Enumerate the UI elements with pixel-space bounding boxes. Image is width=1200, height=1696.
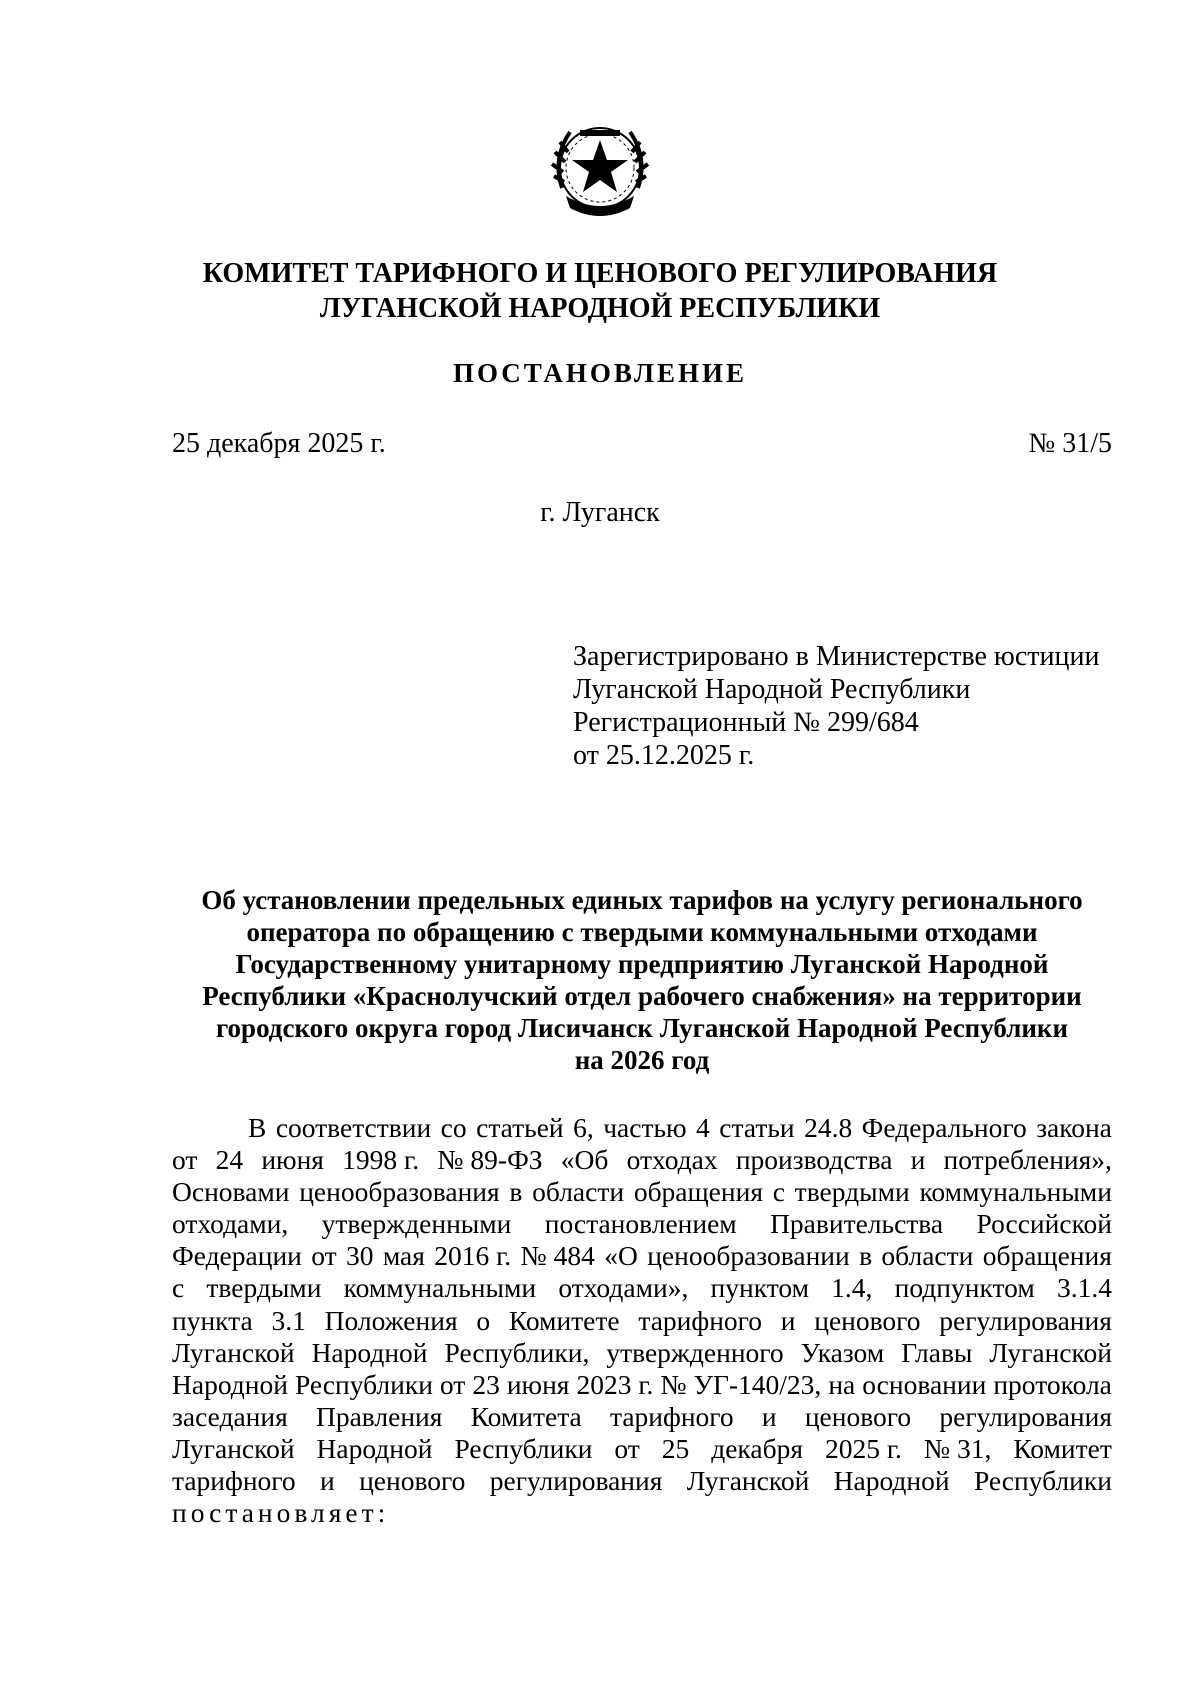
body-word: и <box>320 1465 335 1497</box>
body-word: июня <box>261 1144 324 1176</box>
body-word: Народной <box>172 1368 288 1400</box>
body-word: регулирования <box>489 1465 663 1497</box>
body-word: отходами, <box>172 1208 289 1240</box>
body-word: соответствии <box>275 1112 432 1143</box>
body-word: потребления», <box>943 1144 1112 1176</box>
body-word: о <box>476 1304 491 1336</box>
body-word: № УГ-140/23, <box>660 1368 822 1400</box>
body-word: заседания <box>172 1400 288 1432</box>
body-word: Главы <box>901 1336 973 1368</box>
body-word: 4 <box>696 1112 710 1143</box>
body-word: 24 <box>215 1144 244 1176</box>
body-word: № 484 <box>520 1240 595 1272</box>
body-line <box>172 1433 1112 1465</box>
body-word: Федерации <box>172 1240 302 1272</box>
body-word: области <box>532 1176 625 1208</box>
org-line-2: ЛУГАНСКОЙ НАРОДНОЙ РЕСПУБЛИКИ <box>319 293 881 324</box>
registration-stamp <box>573 640 1099 772</box>
preamble-paragraph <box>172 1112 1112 1529</box>
body-word: отходах <box>626 1144 718 1176</box>
body-line <box>172 1240 1112 1272</box>
body-word: регулирования <box>939 1304 1112 1336</box>
body-line <box>172 1465 1112 1497</box>
body-word: коммунальными <box>919 1176 1112 1208</box>
body-word: частью <box>603 1112 687 1143</box>
body-word: основании <box>862 1368 987 1400</box>
subject-line: Об установлении предельных единых тарифов на услугу регионального <box>201 885 1083 915</box>
body-word: тарифного <box>638 1304 763 1336</box>
body-word: ценового <box>804 1400 912 1432</box>
body-word: Луганской <box>686 1465 810 1497</box>
body-word: Правительства <box>770 1208 944 1240</box>
body-word: 30 <box>345 1240 374 1272</box>
subject-line: на 2026 год <box>574 1045 710 1075</box>
body-word: 2016 г. <box>434 1240 512 1272</box>
body-word: протокола <box>993 1368 1112 1400</box>
body-line <box>172 1401 1112 1433</box>
body-word: Республики <box>454 1432 593 1464</box>
body-word: от <box>172 1144 198 1176</box>
body-word: Российской <box>976 1208 1112 1240</box>
body-word: Республики <box>973 1465 1112 1497</box>
body-word: 2025 г. <box>824 1432 902 1464</box>
body-word: производства <box>735 1144 893 1176</box>
body-word: и <box>780 1304 796 1336</box>
body-word: от <box>311 1240 337 1272</box>
document-city: г. Луганск <box>540 497 660 528</box>
body-word: и <box>910 1144 926 1176</box>
body-line <box>172 1176 1112 1208</box>
body-word: Народной <box>833 1465 950 1497</box>
body-word: 6, <box>573 1112 594 1143</box>
body-word: Комитет <box>1013 1432 1112 1464</box>
body-word: Республики, <box>444 1336 590 1368</box>
body-word: 1998 г. <box>342 1144 420 1176</box>
body-word: Федерального <box>861 1112 1027 1143</box>
body-line <box>172 1369 1112 1401</box>
body-word: в <box>859 1240 873 1272</box>
body-word: № 31, <box>923 1432 992 1464</box>
registration-line: Регистрационный № 299/684 <box>573 707 919 738</box>
body-word: коммунальными <box>343 1272 537 1304</box>
body-word: Основами <box>172 1176 290 1208</box>
body-word: Указом <box>800 1336 885 1368</box>
subject-line: городского округа город Лисичанск Луганской Народной Республики <box>215 1013 1069 1043</box>
body-line <box>172 1208 1112 1240</box>
body-word: подпунктом <box>894 1272 1035 1304</box>
document-subject <box>172 884 1112 1076</box>
coat-of-arms-emblem <box>544 118 656 226</box>
registration-line: Луганской Народной Республики <box>573 674 971 705</box>
document-type: ПОСТАНОВЛЕНИЕ <box>452 358 748 388</box>
subject-line: Государственному унитарному предприятию Луганской Народной <box>235 949 1049 979</box>
body-word: Комитете <box>508 1304 620 1336</box>
body-word: В <box>248 1112 267 1143</box>
body-word: «Об <box>560 1144 609 1176</box>
body-word: Комитета <box>470 1400 582 1432</box>
body-word: от <box>614 1432 640 1464</box>
body-word: «О <box>604 1240 638 1272</box>
body-word: в <box>509 1176 523 1208</box>
body-word: твердыми <box>206 1272 322 1304</box>
resolves-text: постановляет: <box>172 1497 390 1529</box>
body-word: декабря <box>711 1432 803 1464</box>
body-word: 24.8 <box>804 1112 853 1143</box>
body-word: отходами», <box>558 1272 689 1304</box>
body-word: на <box>828 1368 856 1400</box>
body-word: Правления <box>315 1400 443 1432</box>
document-number: № 31/5 <box>1028 428 1112 459</box>
body-word: тарифного <box>172 1465 296 1497</box>
body-word: 2023 г. <box>576 1368 654 1400</box>
body-line <box>172 1112 1112 1144</box>
body-line <box>172 1337 1112 1369</box>
body-word: регулирования <box>939 1400 1112 1432</box>
body-word: 3.1.4 <box>1056 1272 1112 1304</box>
body-word: Луганской <box>172 1336 295 1368</box>
body-word: Луганской <box>172 1432 295 1464</box>
body-word: Положения <box>324 1304 458 1336</box>
organization-name <box>150 256 1050 326</box>
body-word: обращения <box>633 1176 763 1208</box>
body-word: ценового <box>359 1465 466 1497</box>
body-word: 3.1 <box>271 1304 306 1336</box>
body-word: 23 <box>472 1368 500 1400</box>
body-word: твердыми <box>794 1176 910 1208</box>
body-word: с <box>172 1272 185 1304</box>
body-word: № 89-ФЗ <box>437 1144 543 1176</box>
body-word: ценового <box>814 1304 921 1336</box>
body-word: статьей <box>476 1112 564 1143</box>
body-word: утвержденными <box>321 1208 512 1240</box>
body-word: и <box>761 1400 777 1432</box>
body-word: постановлением <box>544 1208 737 1240</box>
body-word: от <box>439 1368 466 1400</box>
body-word: Народной <box>316 1432 433 1464</box>
body-word: обращения <box>982 1240 1112 1272</box>
body-word: ценообразовании <box>647 1240 850 1272</box>
body-word: статьи <box>719 1112 795 1143</box>
body-word: тарифного <box>610 1400 734 1432</box>
org-line-1: КОМИТЕТ ТАРИФНОГО И ЦЕНОВОГО РЕГУЛИРОВАНИЯ <box>202 258 998 289</box>
body-word: ценообразования <box>299 1176 500 1208</box>
body-line <box>172 1272 1112 1304</box>
resolution-word <box>172 1497 1112 1529</box>
body-line <box>172 1144 1112 1176</box>
body-word: со <box>440 1112 467 1143</box>
body-word: утвержденного <box>606 1336 784 1368</box>
document-date: 25 декабря 2025 г. <box>172 428 386 459</box>
body-word: области <box>881 1240 974 1272</box>
body-word: июня <box>506 1368 570 1400</box>
body-word: пунктом <box>710 1272 809 1304</box>
body-line <box>172 1305 1112 1337</box>
subject-line: Республики «Краснолучский отдел рабочего снабжения» на территории <box>202 981 1082 1011</box>
body-word: Республики <box>294 1368 433 1400</box>
body-word: с <box>772 1176 785 1208</box>
body-word: 25 <box>661 1432 690 1464</box>
body-word: пункта <box>172 1304 253 1336</box>
registration-line: Зарегистрировано в Министерстве юстиции <box>573 641 1100 672</box>
body-word: 1.4, <box>831 1272 873 1304</box>
registration-line: от 25.12.2025 г. <box>573 740 755 771</box>
body-word: Луганской <box>989 1336 1112 1368</box>
body-word: мая <box>382 1240 425 1272</box>
subject-line: оператора по обращению с твердыми коммунальными отходами <box>246 917 1038 947</box>
body-word: Народной <box>311 1336 428 1368</box>
body-word: закона <box>1036 1112 1112 1143</box>
